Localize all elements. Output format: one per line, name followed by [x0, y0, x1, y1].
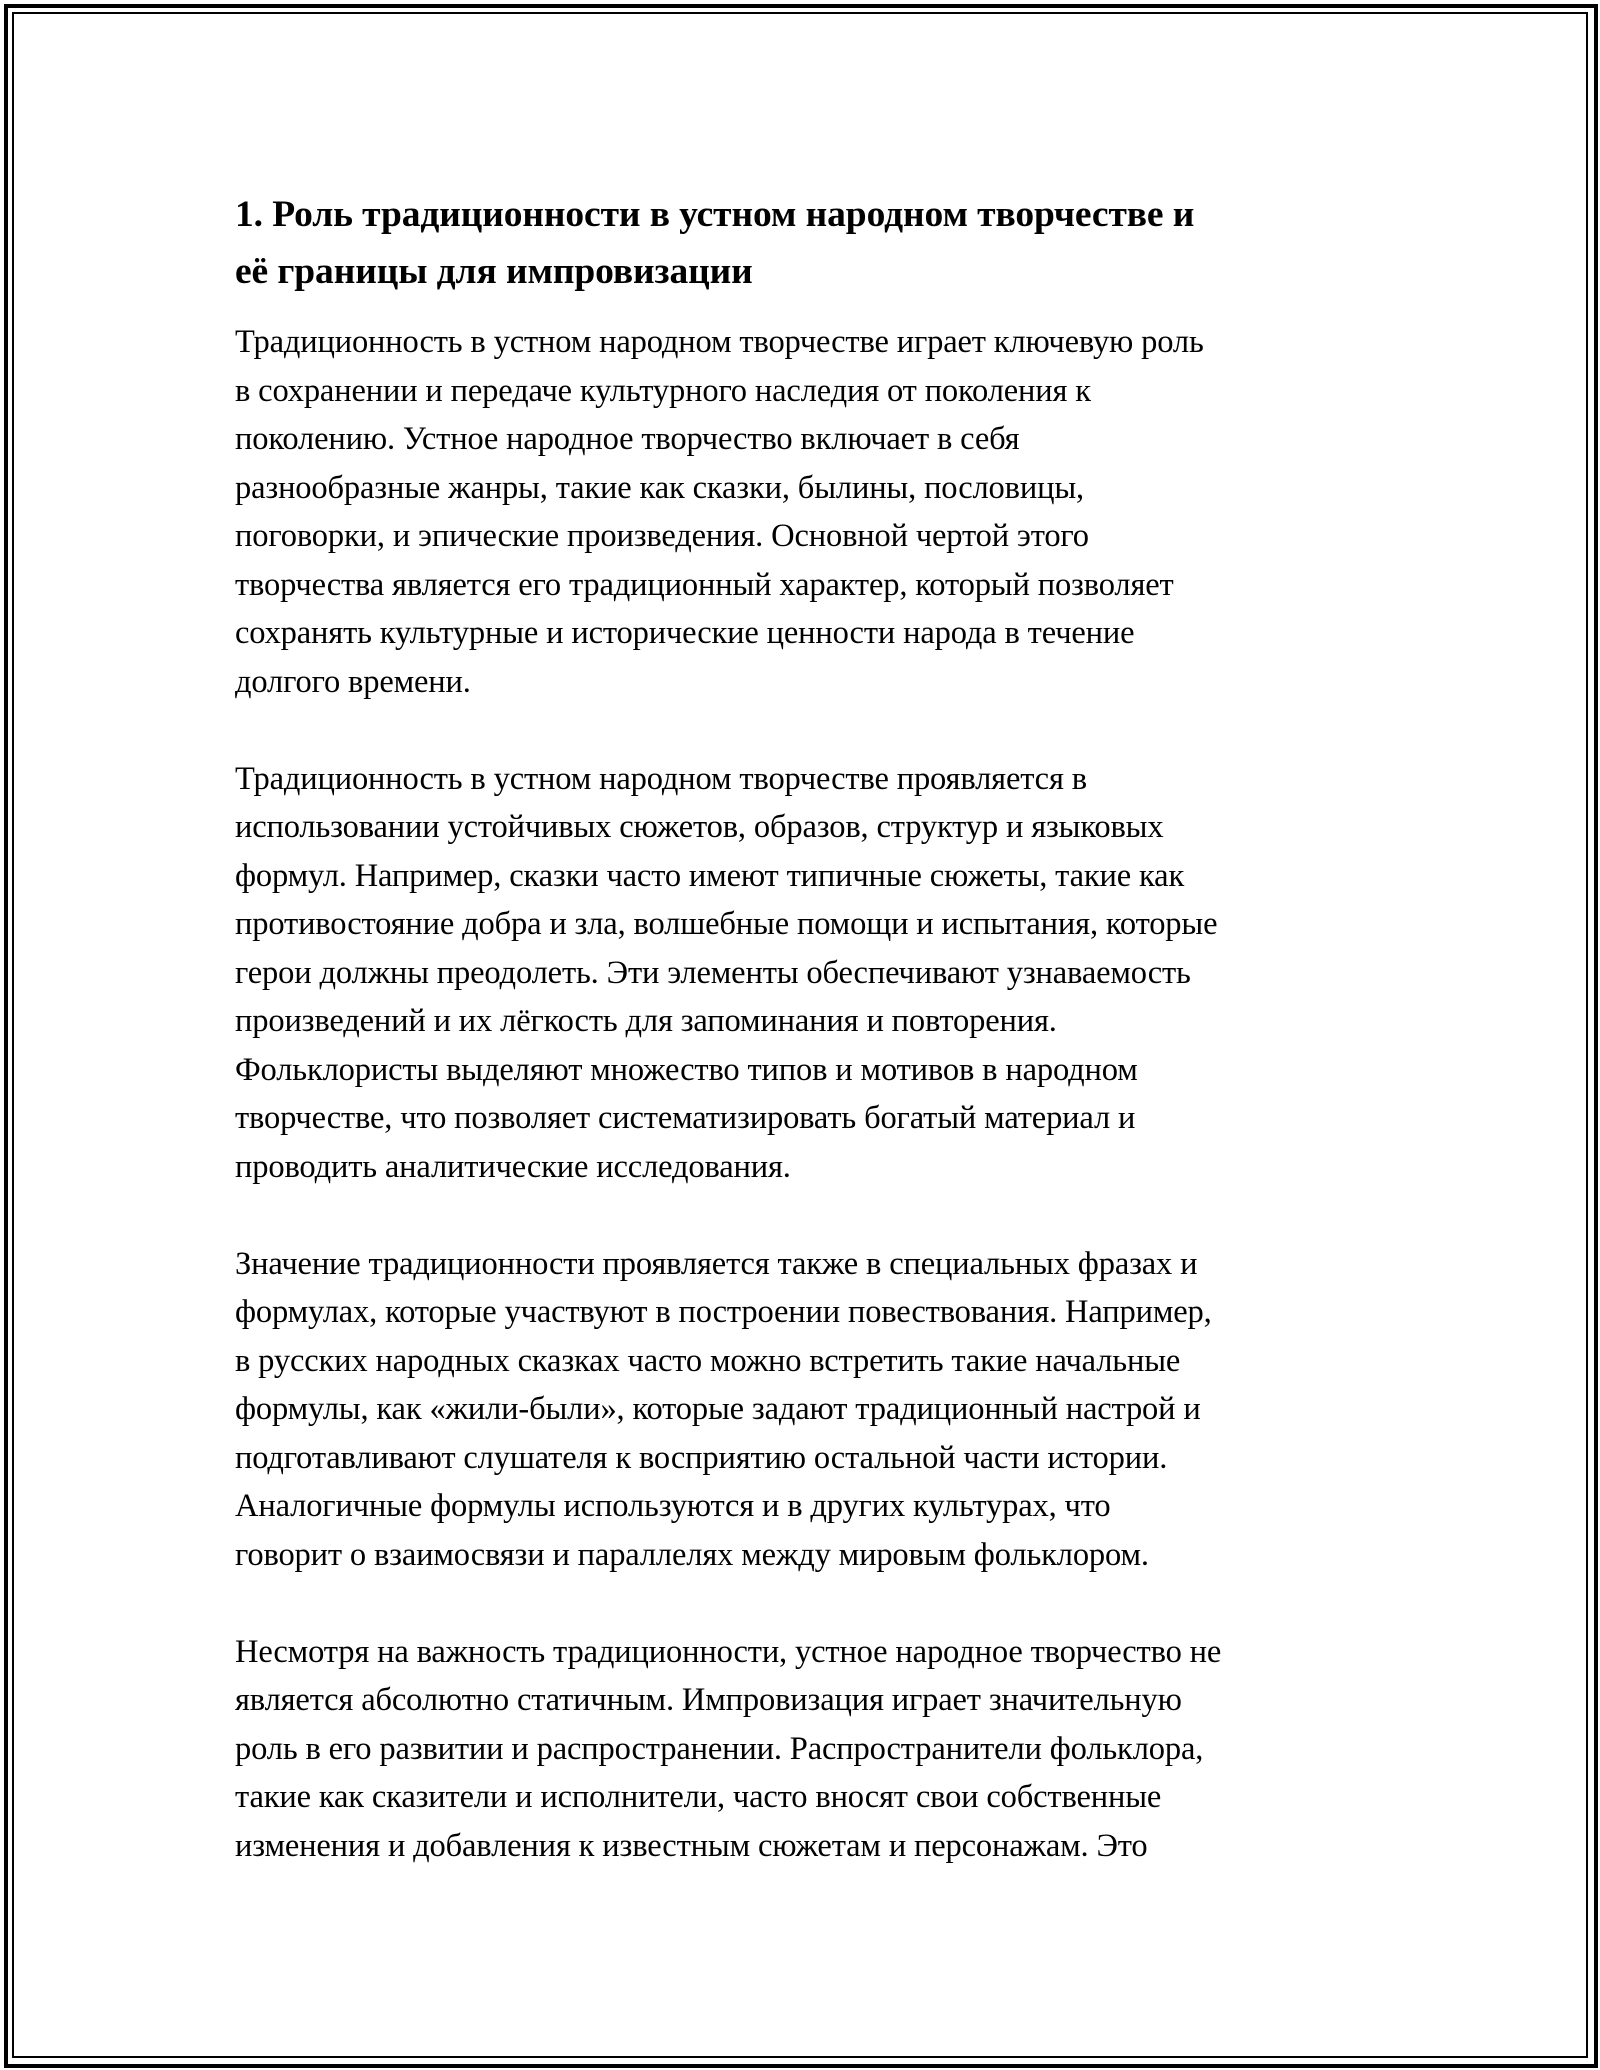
text-line: использовании устойчивых сюжетов, образов, структур и языковых: [235, 809, 1164, 845]
text-line: изменения и добавления к известным сюжетам и персонажам. Это: [235, 1827, 1148, 1864]
heading-line: 1. Роль традиционности в устном народном творчестве и: [235, 194, 1195, 235]
text-line: Несмотря на важность традиционности, устное народное творчество не: [235, 1633, 1222, 1670]
text-line: поговорки, и эпические произведения. Основной чертой этого: [235, 518, 1089, 554]
text-line: Значение традиционности проявляется также в специальных фразах и: [235, 1245, 1198, 1282]
paragraph-2: [235, 755, 1370, 1192]
text-line: герои должны преодолеть. Эти элементы обеспечивают узнаваемость: [235, 954, 1191, 991]
text-line: Аналогичные формулы используются и в других культурах, что: [235, 1488, 1111, 1524]
text-line: творчестве, что позволяет систематизировать богатый материал и: [235, 1100, 1136, 1136]
text-line: формул. Например, сказки часто имеют типичные сюжеты, такие как: [235, 857, 1185, 894]
text-line: долгого времени.: [235, 663, 471, 700]
text-line: разнообразные жанры, такие как сказки, былины, пословицы,: [235, 469, 1085, 506]
text-line: Традиционность в устном народном творчестве играет ключевую роль: [235, 324, 1204, 360]
text-line: в русских народных сказках часто можно встретить такие начальные: [235, 1342, 1181, 1379]
text-line: формулы, как «жили-были», которые задают традиционный настрой и: [235, 1391, 1201, 1427]
text-line: Традиционность в устном народном творчестве проявляется в: [235, 760, 1087, 797]
text-line: сохранять культурные и исторические ценности народа в течение: [235, 615, 1135, 651]
text-line: творчества является его традиционный характер, который позволяет: [235, 566, 1174, 603]
text-line: поколению. Устное народное творчество включает в себя: [235, 421, 1020, 457]
text-line: формулах, которые участвуют в построении повествования. Например,: [235, 1294, 1212, 1330]
paragraph-4: [235, 1628, 1370, 1871]
paragraph-3: [235, 1240, 1370, 1580]
text-line: Фольклористы выделяют множество типов и мотивов в народном: [235, 1051, 1138, 1088]
text-line: является абсолютно статичным. Импровизация играет значительную: [235, 1682, 1182, 1718]
text-line: противостояние добра и зла, волшебные помощи и испытания, которые: [235, 906, 1218, 942]
text-line: в сохранении и передаче культурного наследия от поколения к: [235, 372, 1091, 409]
text-line: такие как сказители и исполнители, часто вносят свои собственные: [235, 1779, 1162, 1815]
document-body: [235, 186, 1370, 1919]
text-line: произведений и их лёгкость для запоминания и повторения.: [235, 1003, 1057, 1039]
text-line: роль в его развитии и распространении. Распространители фольклора,: [235, 1730, 1204, 1767]
text-line: говорит о взаимосвязи и параллелях между мировым фольклором.: [235, 1536, 1149, 1573]
text-line: подготавливают слушателя к восприятию остальной части истории.: [235, 1439, 1168, 1476]
section-heading: [235, 186, 1370, 300]
text-line: проводить аналитические исследования.: [235, 1148, 791, 1185]
paragraph-1: [235, 318, 1370, 706]
heading-line: её границы для импровизации: [235, 251, 753, 292]
